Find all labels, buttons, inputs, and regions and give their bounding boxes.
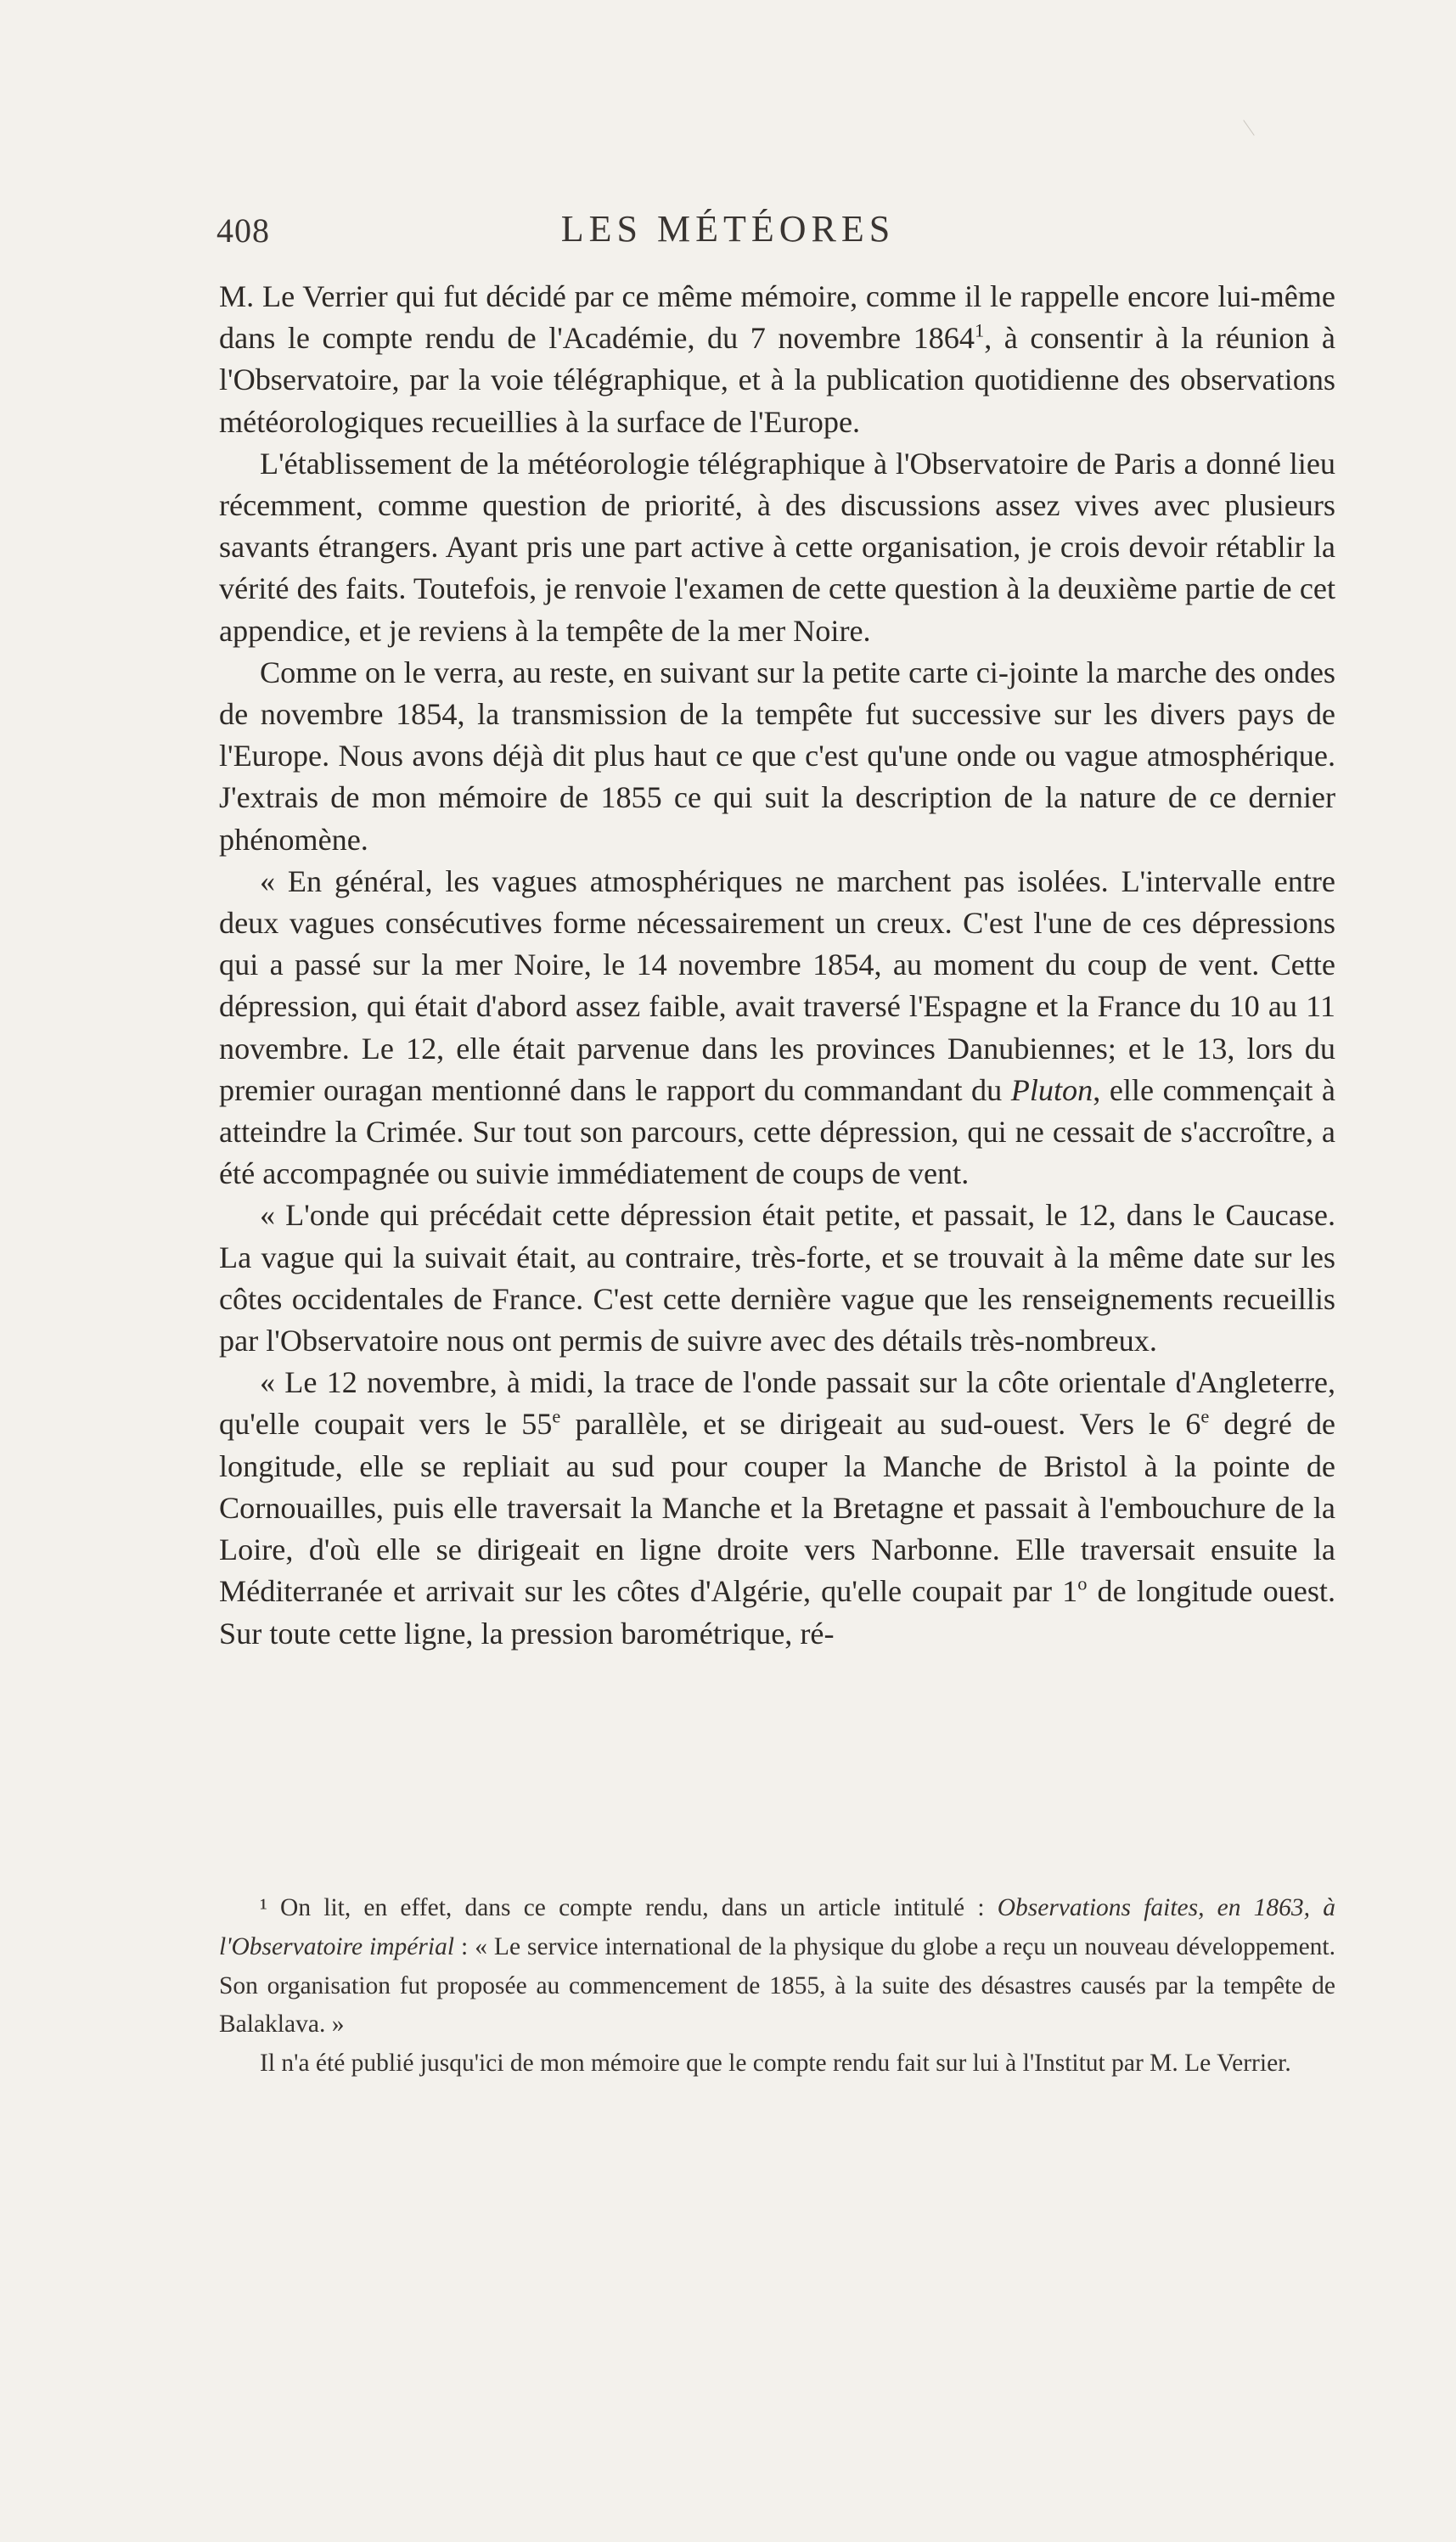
paragraph-3: Comme on le verra, au reste, en suivant sur la petite carte ci-jointe la marche des ondes de novembre 1854, la transmission de la tempête fut successive sur les divers pays de l'Europe. Nous avons déjà dit plus haut ce que c'est qu'une onde ou vague atmosphérique. J'extrais de mon mémoire de 1855 ce qui suit la description de la nature de ce dernier phénomène. xyxy=(219,655,1335,857)
ordinal-superscript: e xyxy=(1200,1406,1210,1428)
scan-mark xyxy=(1243,120,1254,136)
footnotes xyxy=(219,1889,1335,2084)
footnote-2: Il n'a été publié jusqu'ici de mon mémoire que le compte rendu fait sur lui à l'Institut par M. Le Verrier. xyxy=(260,2050,1291,2078)
paragraph-6 xyxy=(219,1362,1335,1654)
paragraph-2: L'établissement de la météorologie télégraphique à l'Observatoire de Paris a donné lieu récemment, comme question de priorité, à des discussions assez vives avec plusieurs savants étrangers. Ayant pris une part active à cette organisation, je crois devoir rétablir la vérité des faits. Toutefois, je renvoie l'examen de cette question à la deuxième partie de cet appendice, et je reviens à la tempête de la mer Noire. xyxy=(219,446,1335,648)
running-title: LES MÉTÉORES xyxy=(560,208,896,250)
paragraph-1 xyxy=(219,276,1335,443)
ordinal-superscript: e xyxy=(552,1406,561,1428)
paragraph-6-part-c: degré de longitude, elle se repliait au sud pour couper la Manche de Bristol à la pointe de Cornouailles, puis elle traversait la Manche et la Bretagne et passait à l'embouchure de la Loire, d'où elle se dirigeait en ligne droite vers Narbonne. Elle traversait ensuite la Méditerranée et arrivait sur les côtes d'Algérie, qu'elle coupait par 1 xyxy=(219,1407,1335,1609)
footnote-reference[interactable]: 1 xyxy=(975,319,985,341)
main-text xyxy=(219,276,1335,1655)
paragraph-4 xyxy=(219,861,1335,1195)
page-number: 408 xyxy=(216,211,270,250)
paragraph-6-part-a: « Le 12 novembre, à midi, la trace de l'onde passait sur la côte orientale d'Angleterre, qu'elle coupait vers le 55 xyxy=(219,1365,1335,1442)
footnote-1-text-end: : « Le service international de la physique du globe a reçu un nouveau développement. Son organisation fut proposée au commencement de 1855, à la suite des désastres causés par la tempête de Balaklava. » xyxy=(219,1932,1335,2039)
paragraph-4-text: « En général, les vagues atmosphériques ne marchent pas isolées. L'intervalle entre deux vagues consécutives forme nécessairement un creux. C'est l'une de ces dépressions qui a passé sur la mer Noire, le 14 novembre 1854, au moment du coup de vent. Cette dépression, qui était d'abord assez faible, avait traversé l'Espagne et la France du 10 au 11 novembre. Le 12, elle était parvenue dans les provinces Danubiennes; et le 13, lors du premier ouragan mentionné dans le rapport du commandant du xyxy=(219,863,1335,1107)
paragraph-1-text-end: , à consentir à la réunion à l'Observatoire, par la voie télégraphique, et à la publication quotidienne des observations météorologiques recueillies à la surface de l'Europe. xyxy=(219,321,1335,439)
paragraph-6-part-b: parallèle, et se dirigeait au sud-ouest. Vers le 6 xyxy=(560,1407,1201,1442)
degree-superscript: o xyxy=(1077,1572,1088,1594)
paragraph-6-part-d: de longitude ouest. Sur toute cette ligne, la pression barométrique, ré- xyxy=(219,1574,1336,1651)
paragraph-5: « L'onde qui précédait cette dépression était petite, et passait, le 12, dans le Caucase. La vague qui la suivait était, au contraire, très-forte, et se trouvait à la même date sur les côtes occidentales de France. C'est cette dernière vague que les renseignements recueillis par l'Observatoire nous ont permis de suivre avec des détails très-nombreux. xyxy=(219,1198,1335,1358)
paragraph-1-text: M. Le Verrier qui fut décidé par ce même mémoire, comme il le rappelle encore lui-même dans le compte rendu de l'Académie, du 7 novembre 1864 xyxy=(219,279,1335,356)
ship-name: Pluton xyxy=(1010,1072,1093,1107)
footnote-1 xyxy=(219,1889,1335,2044)
footnote-1-cited-title: Observations faites, en 1863, à l'Observatoire impérial xyxy=(219,1894,1335,1960)
footnote-1-text: ¹ On lit, en effet, dans ce compte rendu, dans un article intitulé : xyxy=(260,1894,998,1921)
paragraph-4-text-end: , elle commençait à atteindre la Crimée. Sur tout son parcours, cette dépression, qui ne cessait de s'accroître, a été accompagnée ou suivie immédiatement de coups de vent. xyxy=(219,1072,1335,1191)
